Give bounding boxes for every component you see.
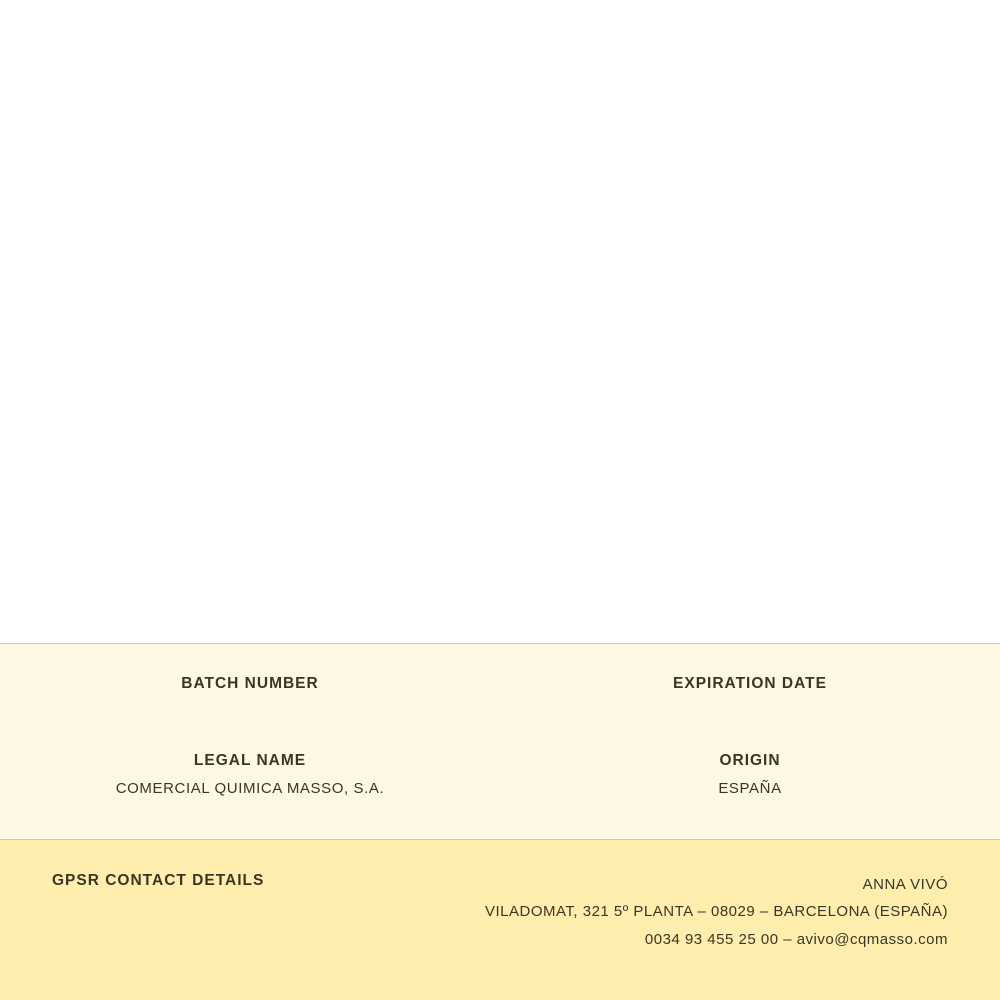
field-batch-number bbox=[0, 675, 500, 704]
gpsr-contact-phone-email: 0034 93 455 25 00 – avivo@cqmasso.com bbox=[644, 930, 948, 948]
origin-label: ORIGIN bbox=[719, 752, 781, 769]
gpsr-contact-band bbox=[0, 840, 1000, 1000]
legal-name-label: LEGAL NAME bbox=[193, 752, 307, 769]
gpsr-contact-details bbox=[485, 871, 948, 953]
batch-number-label: BATCH NUMBER bbox=[181, 675, 319, 692]
gpsr-contact-name: ANNA VIVÓ bbox=[862, 876, 948, 893]
expiration-date-label: EXPIRATION DATE bbox=[673, 675, 827, 692]
gpsr-contact-address: VILADOMAT, 321 5º PLANTA – 08029 – BARCELONA (ESPAÑA) bbox=[484, 903, 948, 921]
field-legal-name bbox=[0, 752, 500, 797]
info-row-batch-expiration bbox=[0, 644, 1000, 704]
gpsr-contact-title: GPSR CONTACT DETAILS bbox=[52, 872, 265, 889]
field-origin bbox=[500, 752, 1000, 797]
field-expiration-date bbox=[500, 675, 1000, 704]
origin-value: ESPAÑA bbox=[718, 780, 782, 797]
product-info-band bbox=[0, 643, 1000, 840]
info-row-legalname-origin bbox=[0, 704, 1000, 797]
legal-name-value: COMERCIAL QUIMICA MASSO, S.A. bbox=[115, 780, 385, 797]
